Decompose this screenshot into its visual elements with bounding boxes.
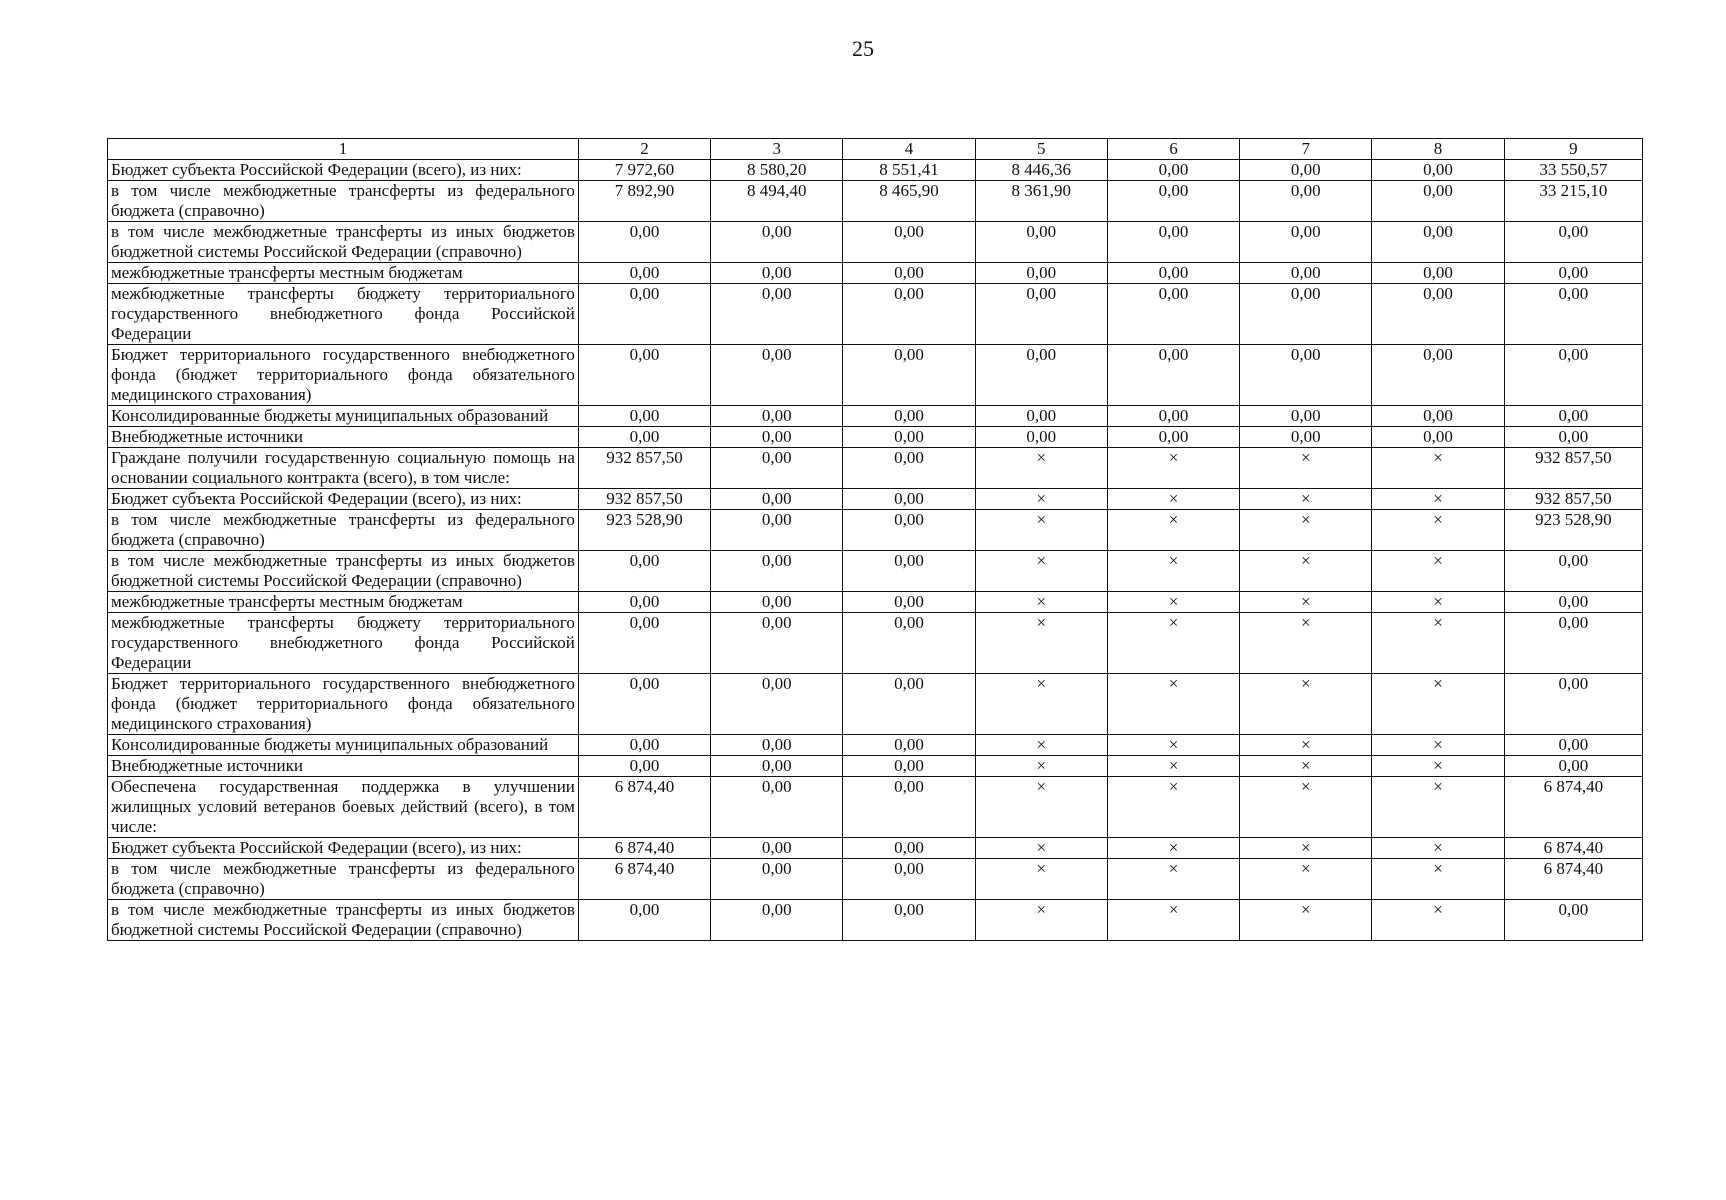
cell-value: 932 857,50	[578, 448, 710, 489]
cell-value: ×	[975, 674, 1107, 735]
cell-value: 0,00	[711, 859, 843, 900]
cell-value: 0,00	[843, 756, 975, 777]
row-label: Граждане получили государственную социальную помощь на основании социального контракта (всего), в том числе:	[108, 448, 579, 489]
cell-value: ×	[1240, 551, 1372, 592]
table-row	[108, 859, 1643, 900]
cell-value: ×	[1107, 756, 1239, 777]
cell-value: ×	[1240, 900, 1372, 941]
cell-value: ×	[1372, 489, 1504, 510]
cell-value: 0,00	[1504, 551, 1642, 592]
column-header-8: 8	[1372, 139, 1504, 160]
cell-value: 0,00	[1372, 284, 1504, 345]
cell-value: 0,00	[1107, 181, 1239, 222]
row-label: в том числе межбюджетные трансферты из федерального бюджета (справочно)	[108, 859, 579, 900]
row-label: в том числе межбюджетные трансферты из иных бюджетов бюджетной системы Российской Федерации (справочно)	[108, 900, 579, 941]
cell-value: 8 465,90	[843, 181, 975, 222]
cell-value: ×	[1372, 510, 1504, 551]
cell-value: 33 215,10	[1504, 181, 1642, 222]
table-row	[108, 284, 1643, 345]
cell-value: 0,00	[578, 551, 710, 592]
cell-value: 0,00	[711, 900, 843, 941]
cell-value: 0,00	[843, 613, 975, 674]
cell-value: 932 857,50	[1504, 448, 1642, 489]
table-row	[108, 777, 1643, 838]
cell-value: ×	[1372, 838, 1504, 859]
cell-value: 0,00	[975, 345, 1107, 406]
cell-value: 0,00	[843, 345, 975, 406]
cell-value: ×	[1107, 674, 1239, 735]
cell-value: 0,00	[711, 284, 843, 345]
row-label: межбюджетные трансферты местным бюджетам	[108, 263, 579, 284]
column-header-7: 7	[1240, 139, 1372, 160]
cell-value: 0,00	[1372, 181, 1504, 222]
cell-value: 7 892,90	[578, 181, 710, 222]
cell-value: 0,00	[843, 777, 975, 838]
cell-value: 0,00	[843, 838, 975, 859]
cell-value: ×	[1107, 510, 1239, 551]
cell-value: ×	[1107, 592, 1239, 613]
cell-value: ×	[975, 592, 1107, 613]
column-header-6: 6	[1107, 139, 1239, 160]
cell-value: 0,00	[975, 427, 1107, 448]
cell-value: 0,00	[1240, 181, 1372, 222]
cell-value: ×	[1372, 735, 1504, 756]
table-row	[108, 345, 1643, 406]
cell-value: 0,00	[1504, 756, 1642, 777]
cell-value: 8 494,40	[711, 181, 843, 222]
cell-value: ×	[1372, 613, 1504, 674]
table-row	[108, 263, 1643, 284]
cell-value: ×	[1240, 613, 1372, 674]
budget-table	[107, 138, 1643, 941]
cell-value: 923 528,90	[578, 510, 710, 551]
cell-value: ×	[1372, 777, 1504, 838]
row-label: в том числе межбюджетные трансферты из иных бюджетов бюджетной системы Российской Федерации (справочно)	[108, 551, 579, 592]
cell-value: ×	[1240, 838, 1372, 859]
cell-value: ×	[1372, 551, 1504, 592]
cell-value: 0,00	[711, 735, 843, 756]
cell-value: 0,00	[1372, 160, 1504, 181]
page-number: 25	[852, 36, 874, 61]
column-header-5: 5	[975, 139, 1107, 160]
cell-value: 0,00	[1240, 406, 1372, 427]
cell-value: ×	[1240, 448, 1372, 489]
cell-value: 0,00	[975, 406, 1107, 427]
cell-value: ×	[1107, 551, 1239, 592]
cell-value: 0,00	[1372, 222, 1504, 263]
cell-value: 0,00	[1372, 263, 1504, 284]
cell-value: 0,00	[1107, 345, 1239, 406]
cell-value: 6 874,40	[1504, 777, 1642, 838]
cell-value: 0,00	[843, 222, 975, 263]
row-label: Консолидированные бюджеты муниципальных образований	[108, 735, 579, 756]
cell-value: 6 874,40	[1504, 838, 1642, 859]
cell-value: ×	[975, 613, 1107, 674]
cell-value: ×	[1372, 900, 1504, 941]
cell-value: 0,00	[578, 756, 710, 777]
cell-value: 0,00	[975, 222, 1107, 263]
table-row	[108, 551, 1643, 592]
table-row	[108, 756, 1643, 777]
cell-value: 0,00	[711, 345, 843, 406]
column-header-9: 9	[1504, 139, 1642, 160]
cell-value: 0,00	[843, 406, 975, 427]
column-header-1: 1	[108, 139, 579, 160]
cell-value: ×	[1372, 756, 1504, 777]
cell-value: ×	[975, 551, 1107, 592]
cell-value: 0,00	[578, 427, 710, 448]
cell-value: 0,00	[578, 613, 710, 674]
cell-value: ×	[1372, 674, 1504, 735]
cell-value: 0,00	[1240, 345, 1372, 406]
cell-value: 0,00	[1504, 900, 1642, 941]
cell-value: 0,00	[1240, 160, 1372, 181]
cell-value: 0,00	[1372, 427, 1504, 448]
cell-value: ×	[1240, 859, 1372, 900]
cell-value: 0,00	[1107, 427, 1239, 448]
cell-value: ×	[1372, 859, 1504, 900]
cell-value: ×	[1107, 613, 1239, 674]
row-label: Консолидированные бюджеты муниципальных образований	[108, 406, 579, 427]
cell-value: 0,00	[843, 859, 975, 900]
table-row	[108, 838, 1643, 859]
table-row	[108, 510, 1643, 551]
cell-value: 8 580,20	[711, 160, 843, 181]
cell-value: 0,00	[711, 489, 843, 510]
cell-value: 0,00	[1504, 592, 1642, 613]
cell-value: 0,00	[711, 592, 843, 613]
table-row	[108, 900, 1643, 941]
cell-value: ×	[1240, 592, 1372, 613]
row-label: в том числе межбюджетные трансферты из федерального бюджета (справочно)	[108, 510, 579, 551]
cell-value: 7 972,60	[578, 160, 710, 181]
cell-value: 0,00	[711, 222, 843, 263]
cell-value: ×	[975, 489, 1107, 510]
cell-value: ×	[975, 448, 1107, 489]
table-row	[108, 427, 1643, 448]
cell-value: 0,00	[1240, 284, 1372, 345]
table-row	[108, 406, 1643, 427]
cell-value: 0,00	[1504, 427, 1642, 448]
table-row	[108, 489, 1643, 510]
cell-value: 0,00	[1504, 613, 1642, 674]
cell-value: 0,00	[843, 592, 975, 613]
cell-value: 0,00	[843, 900, 975, 941]
cell-value: 0,00	[578, 592, 710, 613]
cell-value: 0,00	[711, 510, 843, 551]
cell-value: ×	[1372, 448, 1504, 489]
cell-value: ×	[1107, 859, 1239, 900]
cell-value: 6 874,40	[578, 777, 710, 838]
cell-value: 0,00	[578, 674, 710, 735]
row-label: Обеспечена государственная поддержка в улучшении жилищных условий ветеранов боевых действий (всего), в том числе:	[108, 777, 579, 838]
row-label: в том числе межбюджетные трансферты из иных бюджетов бюджетной системы Российской Федерации (справочно)	[108, 222, 579, 263]
cell-value: 33 550,57	[1504, 160, 1642, 181]
row-label: межбюджетные трансферты местным бюджетам	[108, 592, 579, 613]
cell-value: ×	[975, 777, 1107, 838]
row-label: межбюджетные трансферты бюджету территориального государственного внебюджетного фонда Российской Федерации	[108, 613, 579, 674]
cell-value: 0,00	[843, 284, 975, 345]
cell-value: ×	[1107, 777, 1239, 838]
row-label: Внебюджетные источники	[108, 756, 579, 777]
cell-value: ×	[1240, 674, 1372, 735]
cell-value: ×	[1107, 735, 1239, 756]
cell-value: ×	[1107, 448, 1239, 489]
cell-value: 8 551,41	[843, 160, 975, 181]
cell-value: 0,00	[711, 613, 843, 674]
cell-value: 0,00	[1504, 222, 1642, 263]
cell-value: 0,00	[1504, 406, 1642, 427]
cell-value: 0,00	[1240, 427, 1372, 448]
cell-value: 0,00	[711, 448, 843, 489]
cell-value: ×	[1107, 838, 1239, 859]
cell-value: 0,00	[578, 345, 710, 406]
cell-value: 0,00	[578, 406, 710, 427]
cell-value: ×	[1107, 900, 1239, 941]
table-row	[108, 674, 1643, 735]
column-header-3: 3	[711, 139, 843, 160]
cell-value: ×	[1107, 489, 1239, 510]
cell-value: ×	[1372, 592, 1504, 613]
cell-value: 0,00	[1240, 263, 1372, 284]
cell-value: 0,00	[975, 284, 1107, 345]
cell-value: 923 528,90	[1504, 510, 1642, 551]
cell-value: 0,00	[711, 406, 843, 427]
row-label: Бюджет субъекта Российской Федерации (всего), из них:	[108, 160, 579, 181]
cell-value: 0,00	[843, 263, 975, 284]
cell-value: 0,00	[711, 756, 843, 777]
cell-value: ×	[1240, 489, 1372, 510]
cell-value: 0,00	[1504, 263, 1642, 284]
cell-value: ×	[975, 900, 1107, 941]
row-label: Бюджет субъекта Российской Федерации (всего), из них:	[108, 489, 579, 510]
cell-value: 0,00	[843, 427, 975, 448]
cell-value: 6 874,40	[578, 859, 710, 900]
cell-value: 0,00	[711, 427, 843, 448]
cell-value: ×	[975, 756, 1107, 777]
cell-value: ×	[1240, 756, 1372, 777]
cell-value: 0,00	[578, 735, 710, 756]
cell-value: 0,00	[1107, 284, 1239, 345]
cell-value: 0,00	[1240, 222, 1372, 263]
row-label: Бюджет территориального государственного внебюджетного фонда (бюджет территориального фонда обязательного медицинского страхования)	[108, 674, 579, 735]
cell-value: 0,00	[1504, 345, 1642, 406]
row-label: в том числе межбюджетные трансферты из федерального бюджета (справочно)	[108, 181, 579, 222]
table-row	[108, 222, 1643, 263]
column-header-4: 4	[843, 139, 975, 160]
cell-value: ×	[975, 859, 1107, 900]
header-row	[108, 139, 1643, 160]
cell-value: 0,00	[843, 448, 975, 489]
cell-value: 932 857,50	[1504, 489, 1642, 510]
cell-value: 0,00	[1504, 735, 1642, 756]
cell-value: 6 874,40	[578, 838, 710, 859]
cell-value: 0,00	[843, 489, 975, 510]
table-row	[108, 448, 1643, 489]
row-label: Бюджет субъекта Российской Федерации (всего), из них:	[108, 838, 579, 859]
cell-value: 0,00	[1372, 406, 1504, 427]
cell-value: 8 446,36	[975, 160, 1107, 181]
column-header-2: 2	[578, 139, 710, 160]
table-row	[108, 735, 1643, 756]
row-label: Внебюджетные источники	[108, 427, 579, 448]
cell-value: 0,00	[1107, 263, 1239, 284]
table-row	[108, 181, 1643, 222]
cell-value: 6 874,40	[1504, 859, 1642, 900]
cell-value: 0,00	[1107, 406, 1239, 427]
cell-value: 0,00	[711, 838, 843, 859]
table-row	[108, 592, 1643, 613]
table-row	[108, 613, 1643, 674]
cell-value: 0,00	[711, 551, 843, 592]
cell-value: 0,00	[843, 735, 975, 756]
cell-value: 0,00	[1504, 674, 1642, 735]
cell-value: 0,00	[578, 284, 710, 345]
cell-value: 0,00	[843, 674, 975, 735]
cell-value: 0,00	[711, 777, 843, 838]
cell-value: 0,00	[843, 510, 975, 551]
cell-value: ×	[1240, 777, 1372, 838]
cell-value: 0,00	[578, 900, 710, 941]
cell-value: 0,00	[1504, 284, 1642, 345]
cell-value: 0,00	[975, 263, 1107, 284]
table-body	[108, 160, 1643, 941]
cell-value: 0,00	[843, 551, 975, 592]
cell-value: ×	[975, 735, 1107, 756]
cell-value: 0,00	[578, 222, 710, 263]
cell-value: 0,00	[578, 263, 710, 284]
cell-value: 0,00	[1107, 160, 1239, 181]
row-label: межбюджетные трансферты бюджету территориального государственного внебюджетного фонда Российской Федерации	[108, 284, 579, 345]
row-label: Бюджет территориального государственного внебюджетного фонда (бюджет территориального фонда обязательного медицинского страхования)	[108, 345, 579, 406]
table-row	[108, 160, 1643, 181]
cell-value: 0,00	[1372, 345, 1504, 406]
cell-value: ×	[1240, 510, 1372, 551]
cell-value: 0,00	[711, 674, 843, 735]
cell-value: 0,00	[1107, 222, 1239, 263]
cell-value: 8 361,90	[975, 181, 1107, 222]
cell-value: 0,00	[711, 263, 843, 284]
cell-value: 932 857,50	[578, 489, 710, 510]
cell-value: ×	[1240, 735, 1372, 756]
cell-value: ×	[975, 510, 1107, 551]
cell-value: ×	[975, 838, 1107, 859]
